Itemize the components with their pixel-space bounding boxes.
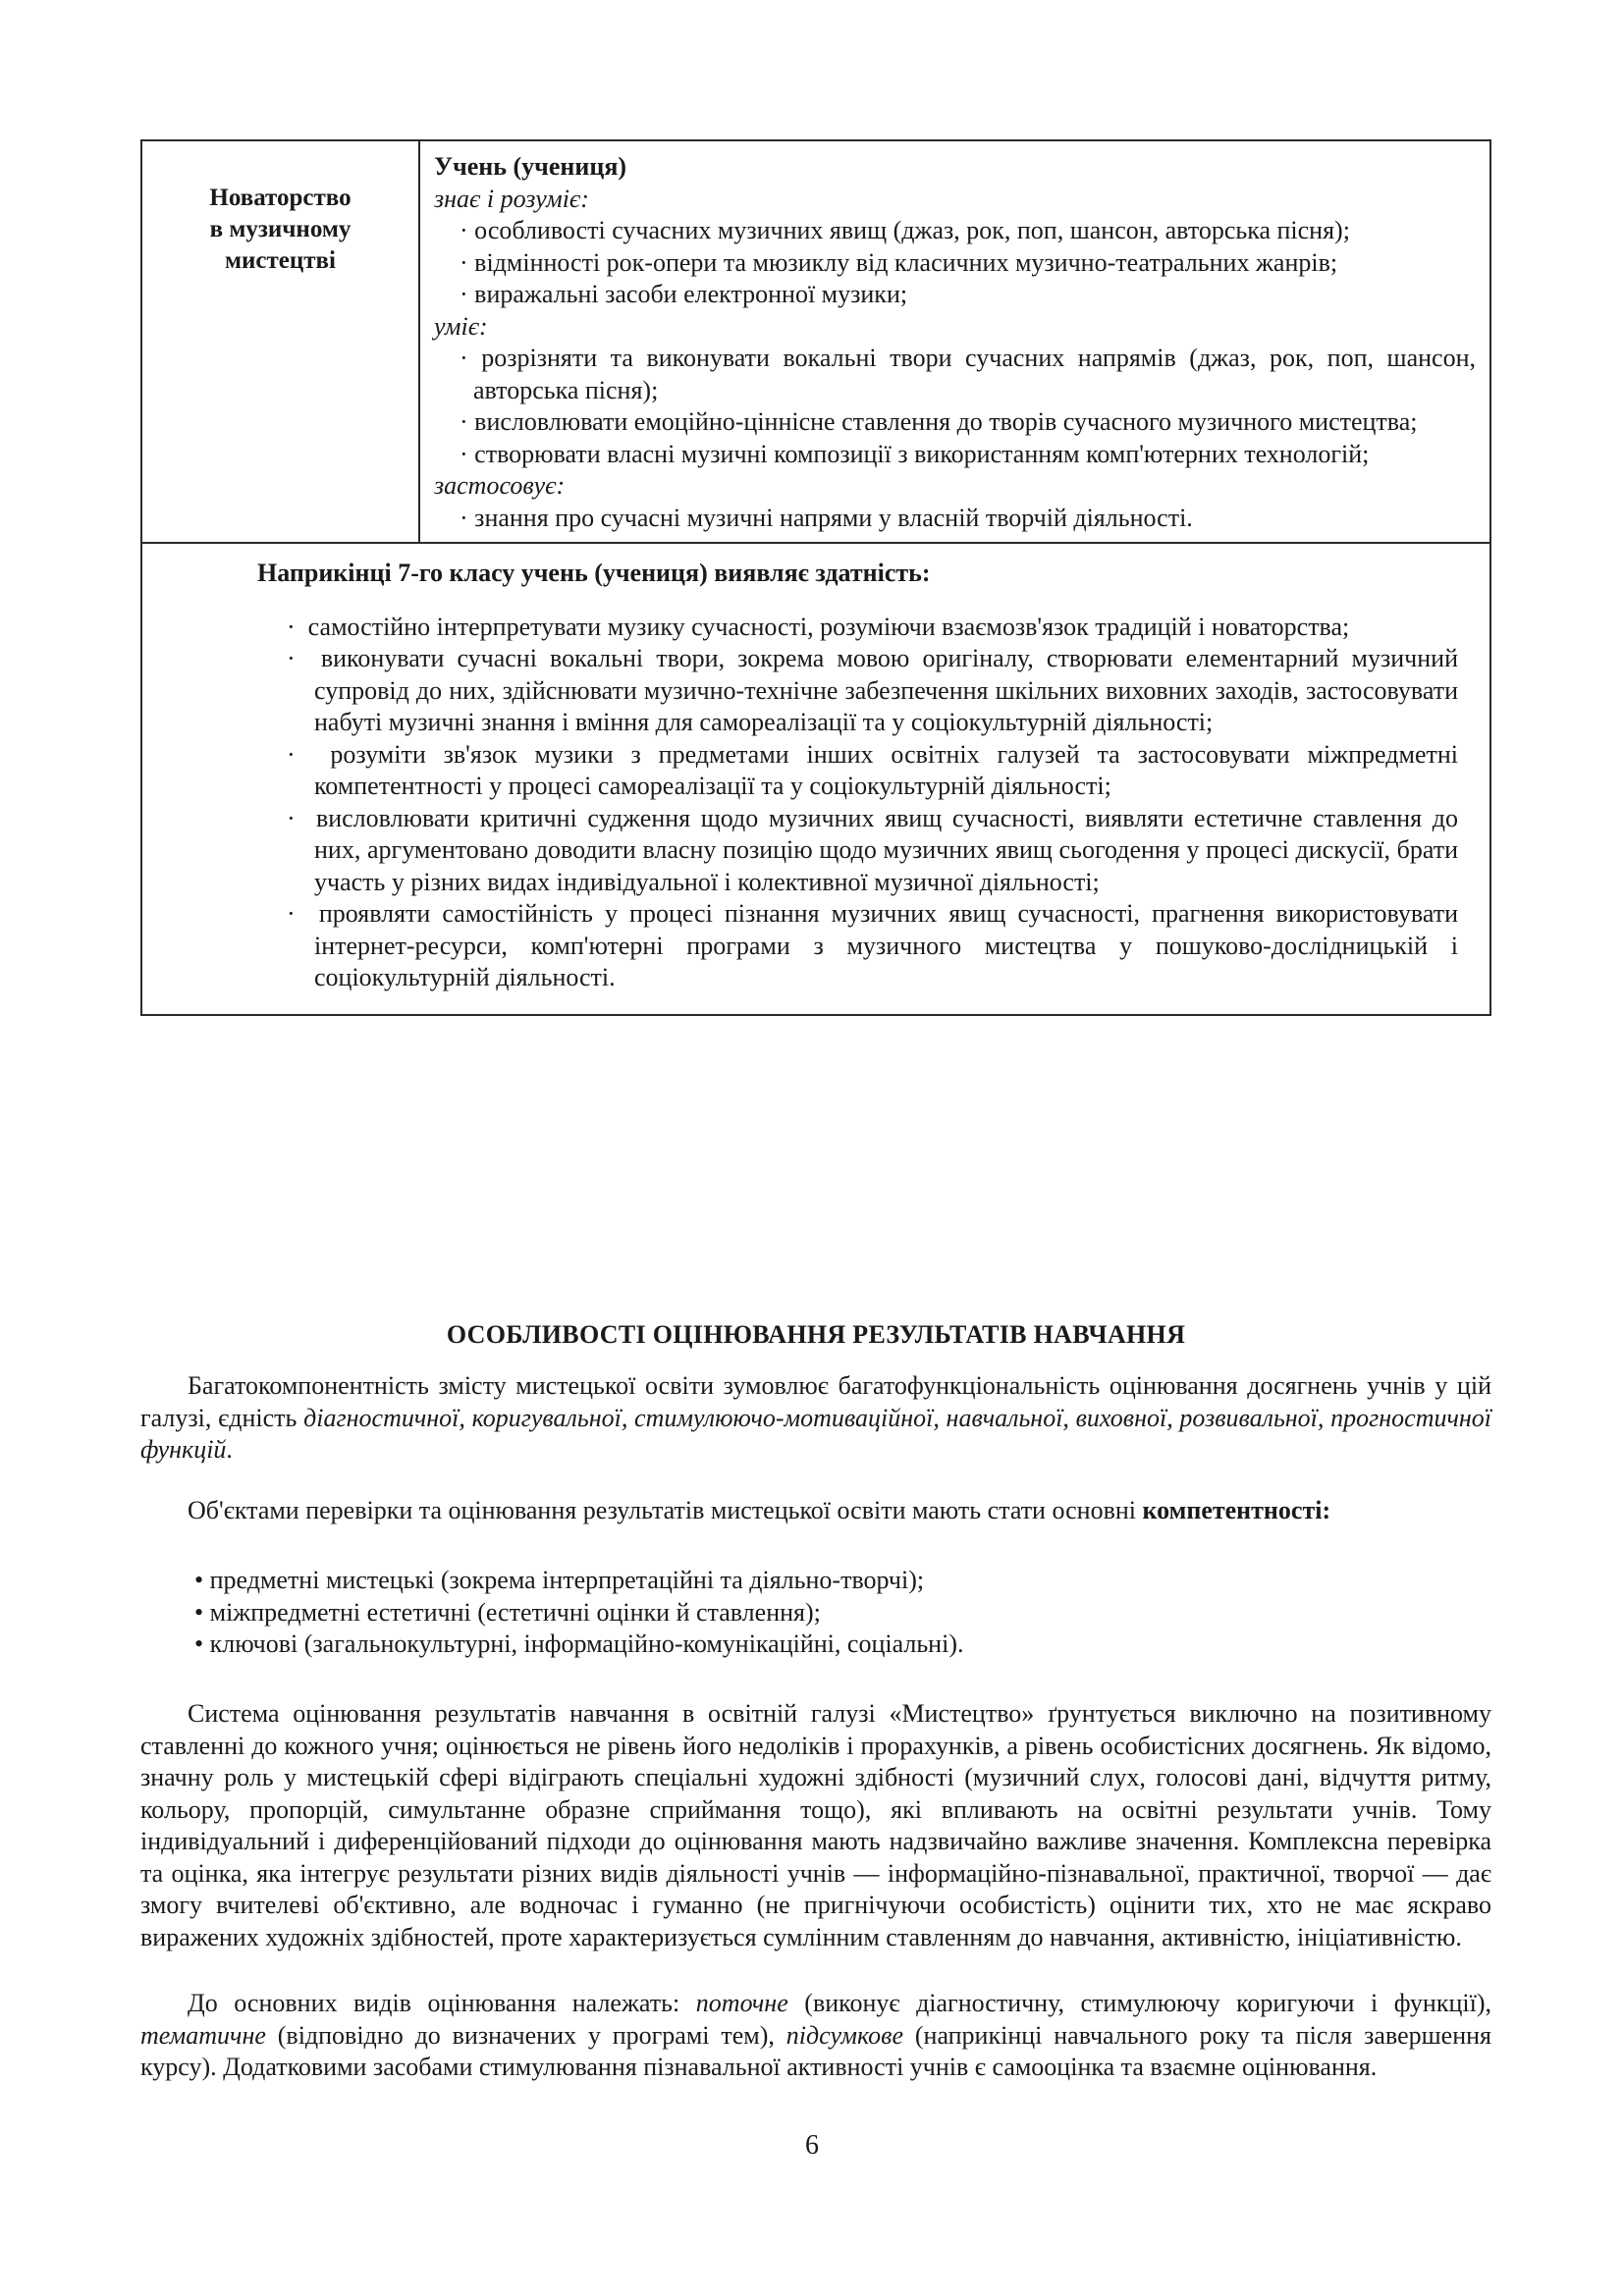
list-item: • предметні мистецькі (зокрема інтерпретаційні та діяльно-творчі); bbox=[194, 1565, 1491, 1597]
list-item: · особливості сучасних музичних явищ (джаз, рок, поп, шансон, авторська пісня); bbox=[434, 215, 1476, 247]
list-item: · розуміти зв'язок музики з предметами інших освітніх галузей та застосовувати міжпредметні компетентності у процесі самореалізації та у соціокультурній діяльності; bbox=[162, 739, 1470, 803]
paragraph: Система оцінювання результатів навчання в освітній галузі «Мистецтво» ґрунтується виключно на позитивному ставленні до кожного учня; оцінюється не рівень його недоліків і прорахунків, а рівень особистісних досягнень. Як відомо, значну роль у мистецькій сфері відіграють спеціальні художні здібності (музичний слух, голосові дані, відчуття ритму, кольору, пропорцій, симультанне образне сприймання тощо), які впливають на освітні результати учнів. Тому індивідуальний і диференційований підходи до оцінювання мають надзвичайно важливе значення. Комплексна перевірка та оцінка, яка інтегрує результати різних видів діяльності учнів — інформаційно-пізнавальної, практичної, творчої — дає змогу вчителеві об'єктивно, але водночас і гуманно (не пригнічуючи особистість) оцінити тих, хто не має яскраво виражених художніх здібностей, проте характеризується сумлінним ставленням до навчання, активністю, ініціативністю. bbox=[140, 1699, 1491, 1951]
applies-label: застосовує: bbox=[434, 471, 566, 500]
table-row bbox=[142, 141, 1489, 544]
list-item: · проявляти самостійність у процесі пізнання музичних явищ сучасності, прагнення використовувати інтернет-ресурси, комп'ютерні програми з музичного мистецтва у пошуково-дослідницькій і соціокультурній діяльності. bbox=[162, 898, 1470, 994]
list-item: · самостійно інтерпретувати музику сучасності, розуміючи взаємозв'язок традицій і новаторства; bbox=[162, 612, 1470, 644]
list-item: · виражальні засоби електронної музики; bbox=[434, 279, 1476, 311]
list-item: · висловлювати критичні судження щодо музичних явищ сучасності, виявляти естетичне ставлення до них, аргументовано доводити власну позицію щодо музичних явищ сьогодення у процесі дискусії, брати участь у різних видах індивідуальної і колективної музичної діяльності; bbox=[162, 803, 1470, 899]
list-item: · створювати власні музичні композиції з використанням комп'ютерних технологій; bbox=[434, 439, 1476, 471]
list-item: • ключові (загальнокультурні, інформаційно-комунікаційні, соціальні). bbox=[194, 1629, 1491, 1661]
list-item: · відмінності рок-опери та мюзиклу від класичних музично-театральних жанрів; bbox=[434, 247, 1476, 280]
topic-title-line: Новаторство bbox=[209, 185, 352, 211]
paragraph: Об'єктами перевірки та оцінювання результатів мистецької освіти мають стати основні компетентності: bbox=[188, 1496, 1331, 1524]
topic-title-line: мистецтві bbox=[224, 247, 337, 274]
topic-title-line: в музичному bbox=[209, 216, 352, 242]
paragraph: До основних видів оцінювання належать: поточне (виконує діагностичну, стимулюючу коригуючи і функції), тематичне (відповідно до визначених у програмі тем), підсумкове (наприкінці навчального року та після завершення курсу). Додатковими засобами стимулювання пізнавальної активності учнів є самооцінка та взаємне оцінювання. bbox=[140, 1989, 1491, 2081]
list-item: · висловлювати емоційно-ціннісне ставлення до творів сучасного музичного мистецтва; bbox=[434, 406, 1476, 439]
end-of-grade-row bbox=[142, 544, 1489, 1014]
list-item: · розрізняти та виконувати вокальні твори сучасних напрямів (джаз, рок, поп, шансон, авторська пісня); bbox=[434, 343, 1476, 406]
list-item: · знання про сучасні музичні напрями у власній творчій діяльності. bbox=[434, 503, 1476, 535]
outcomes-cell bbox=[420, 141, 1489, 542]
list-item: · виконувати сучасні вокальні твори, зокрема мовою оригіналу, створювати елементарний музичний супровід до них, здійснювати музично-технічне забезпечення шкільних виховних заходів, застосовувати набуті музичні знання і вміння для самореалізації та у соціокультурній діяльності; bbox=[162, 643, 1470, 739]
list-item: • міжпредметні естетичні (естетичні оцінки й ставлення); bbox=[194, 1597, 1491, 1629]
topic-cell bbox=[142, 141, 420, 542]
page-number: 6 bbox=[805, 2130, 819, 2161]
knows-label: знає і розуміє: bbox=[434, 184, 589, 213]
paragraph: Багатокомпонентність змісту мистецької освіти зумовлює багатофункціональність оцінювання досягнень учнів у цій галузі, єдність діагностичної, коригувальної, стимулюючо-мотиваційної, навчальної, виховної, розвивальної, прогностичної функцій. bbox=[140, 1371, 1491, 1464]
section-title: ОСОБЛИВОСТІ ОЦІНЮВАННЯ РЕЗУЛЬТАТІВ НАВЧАННЯ bbox=[446, 1320, 1186, 1349]
can-label: уміє: bbox=[434, 311, 488, 341]
competency-table bbox=[140, 139, 1491, 1016]
competency-list bbox=[140, 1565, 1491, 1661]
end-of-grade-heading: Наприкінці 7-го класу учень (учениця) виявляє здатність: bbox=[257, 559, 931, 587]
student-heading: Учень (учениця) bbox=[434, 152, 627, 181]
